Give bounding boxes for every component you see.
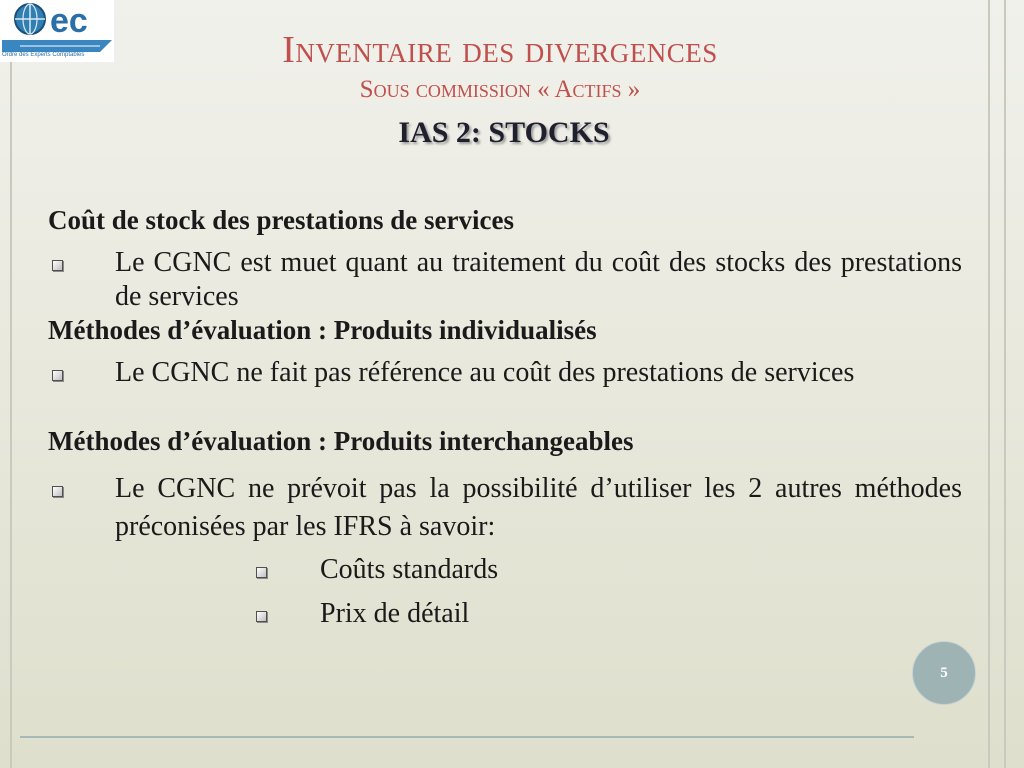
bullet-text: Le CGNC est muet quant au traitement du coût des stocks des prestations de services	[115, 247, 962, 312]
page-number-badge: 5	[912, 641, 976, 705]
sub-item-text: Prix de détail	[320, 598, 470, 629]
bullet-text: Le CGNC ne fait pas référence au coût des prestations de services	[115, 357, 855, 388]
oec-logo	[0, 0, 114, 62]
svg-text:ec: ec	[50, 2, 88, 40]
footer-divider	[20, 736, 914, 738]
bullet-text: Le CGNC ne prévoit pas la possibilité d’utiliser les 2 autres méthodes préconisées par les IFRS à savoir:	[115, 473, 962, 542]
heading-service-cost: Coût de stock des prestations de services	[48, 205, 514, 235]
heading-interchangeable-products: Méthodes d’évaluation : Produits interchangeables	[48, 426, 634, 456]
section-title: IAS 2: STOCKS	[398, 116, 610, 149]
square-bullet-icon	[256, 567, 267, 578]
page-subtitle: Sous commission « Actifs »	[359, 76, 641, 103]
sub-item-text: Coûts standards	[320, 554, 499, 585]
page-title: Inventaire des divergences	[282, 29, 718, 71]
square-bullet-icon	[52, 260, 63, 271]
logo-caption: Ordre des Experts Comptables	[2, 52, 85, 58]
heading-individual-products: Méthodes d’évaluation : Produits individualisés	[48, 315, 597, 345]
square-bullet-icon	[52, 486, 63, 497]
square-bullet-icon	[256, 611, 267, 622]
square-bullet-icon	[52, 370, 63, 381]
